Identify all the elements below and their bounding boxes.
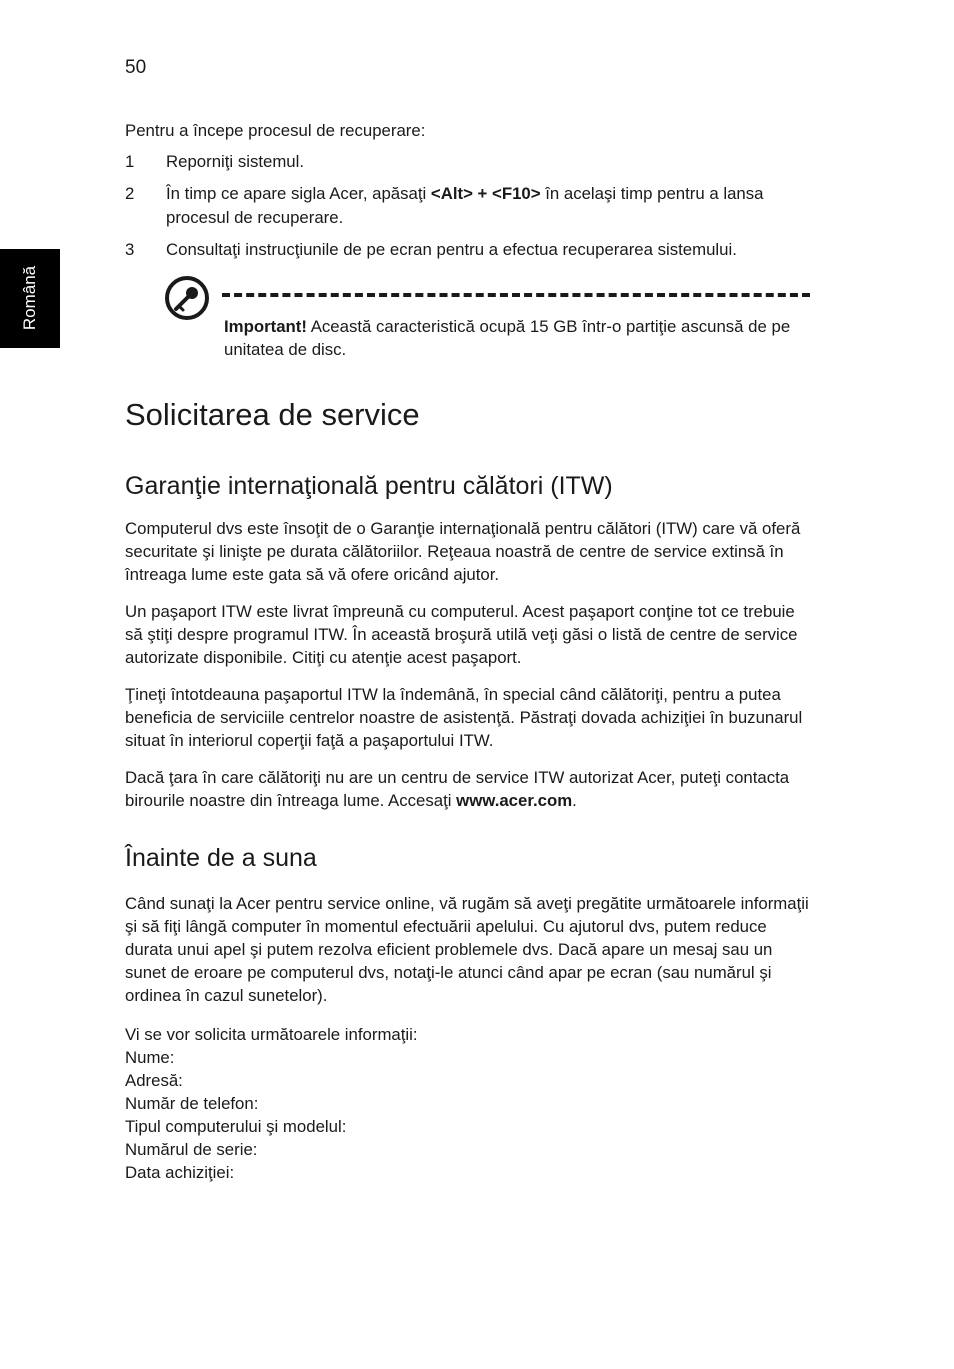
note-divider: [222, 293, 810, 297]
step-text: Reporniţi sistemul.: [166, 152, 305, 171]
before-call-heading: Înainte de a suna: [125, 844, 317, 872]
step-text: În timp ce apare sigla Acer, apăsaţi <Alt> + <F10> în acelaşi timp pentru a lansa procesul de recuperare.: [166, 184, 764, 227]
step-number: 2: [125, 184, 135, 203]
key-combination: <Alt> + <F10>: [430, 184, 541, 203]
list-item: Data achiziţiei:: [125, 1163, 235, 1182]
note-label: Important!: [224, 317, 307, 336]
language-tab: [0, 249, 60, 348]
list-intro: Vi se vor solicita următoarele informaţii:: [125, 1025, 418, 1044]
intro-text: Pentru a începe procesul de recuperare:: [125, 121, 426, 140]
step-text: Consultaţi instrucţiunile de pe ecran pentru a efectua recuperarea sistemului.: [166, 240, 737, 259]
acer-website-link[interactable]: www.acer.com: [456, 791, 573, 810]
key-icon: [164, 275, 210, 321]
itw-heading: Garanţie internaţională pentru călători (ITW): [125, 472, 613, 500]
itw-paragraph-2: Un paşaport ITW este livrat împreună cu computerul. Acest paşaport conţine tot ce trebuie să ştiţi despre programul ITW. În această broşură utilă veţi găsi o listă de centre de service autorizate disponibile. Citiţi cu atenţie acest paşaport.: [125, 602, 798, 667]
language-tab-label: Română: [20, 265, 39, 331]
important-note: Important! Această caracteristică ocupă 15 GB într-o partiţie ascunsă de pe unitatea de disc.: [224, 317, 791, 359]
itw-paragraph-4: Dacă ţara în care călătoriţi nu are un centru de service ITW autorizat Acer, puteţi contacta birourile noastre din întreaga lume. Accesaţi www.acer.com.: [125, 768, 790, 810]
list-item: Tipul computerului şi modelul:: [125, 1117, 347, 1136]
step-number: 3: [125, 240, 135, 259]
page-number: 50: [125, 57, 147, 78]
list-item: Număr de telefon:: [125, 1094, 259, 1113]
itw-paragraph-1: Computerul dvs este însoţit de o Garanţie internaţională pentru călători (ITW) care vă oferă securitate şi linişte pe durata călătoriilor. Reţeaua noastră de centre de service extinsă în întreaga lume este gata să vă ofere oricând ajutor.: [125, 519, 801, 584]
step-number: 1: [125, 152, 135, 171]
before-call-paragraph: Când sunaţi la Acer pentru service online, vă rugăm să aveţi pregătite următoarele informaţii şi să fiţi lângă computer în momentul efectuării apelului. Cu ajutorul dvs, putem reduce durata unui apel şi putem rezolva eficient problemele dvs. Dacă apare un mesaj sau un sunet de eroare pe computerul dvs, notaţi-le atunci când apar pe ecran (sau numărul şi ordinea în cazul sunetelor).: [125, 894, 809, 1005]
list-item: Numărul de serie:: [125, 1140, 258, 1159]
itw-paragraph-3: Ţineţi întotdeauna paşaportul ITW la îndemână, în special când călătoriţi, pentru a putea beneficia de serviciile centrelor noastre de asistenţă. Păstraţi dovada achiziţiei în buzunarul situat în interiorul coperţii faţă a paşaportului ITW.: [125, 685, 803, 750]
list-item: Adresă:: [125, 1071, 183, 1090]
list-item: Nume:: [125, 1048, 175, 1067]
info-list: [125, 1023, 815, 1184]
section-title: Solicitarea de service: [125, 397, 420, 432]
